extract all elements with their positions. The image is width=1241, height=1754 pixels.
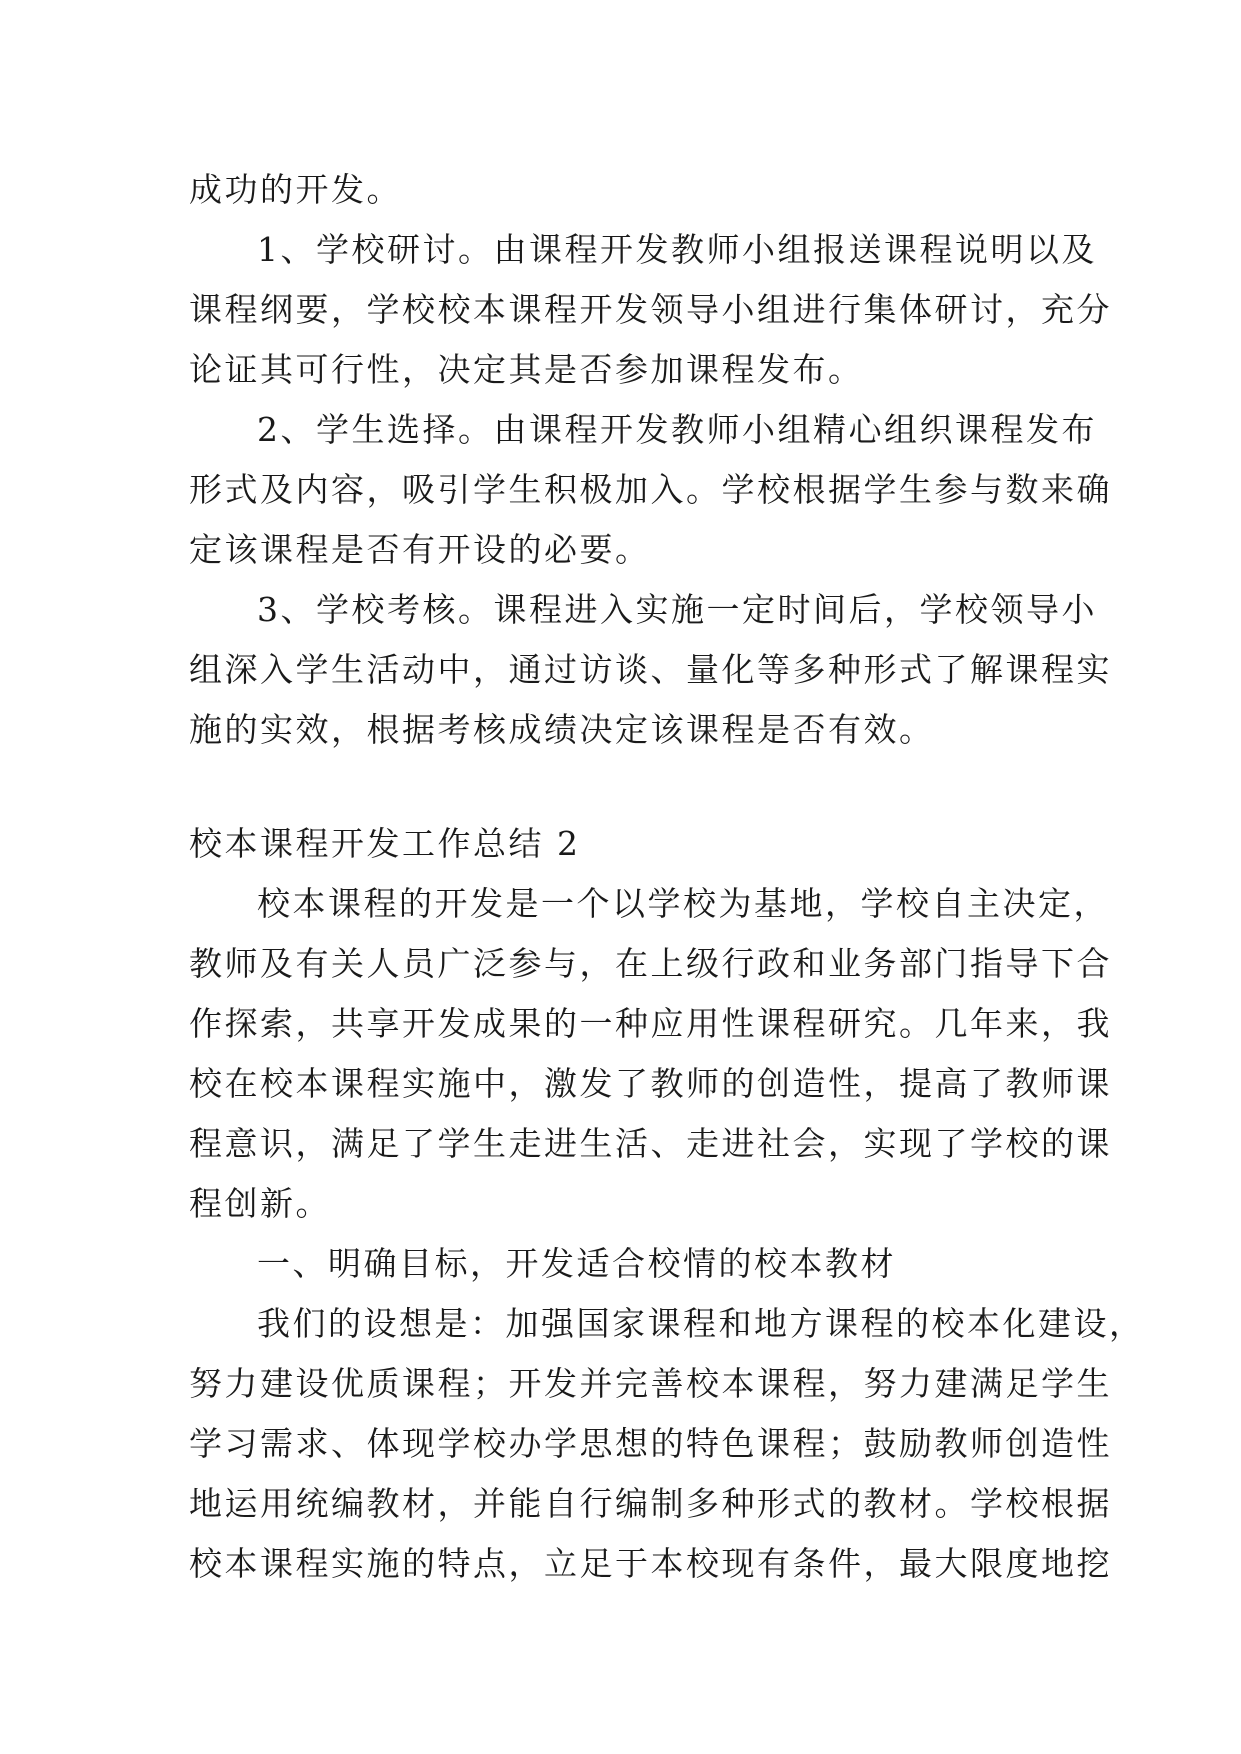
- paragraphs-after-heading: [189, 874, 1145, 1594]
- text-line: 2、学生选择。由课程开发教师小组精心组织课程发布: [257, 410, 1097, 449]
- text-line: 我们的设想是：加强国家课程和地方课程的校本化建设，: [257, 1304, 1145, 1343]
- text-line: 形式及内容，吸引学生积极加入。学校根据学生参与数来确: [189, 470, 1112, 509]
- text-line: 一、明确目标，开发适合校情的校本教材: [257, 1244, 896, 1283]
- text-line: 课程纲要，学校校本课程开发领导小组进行集体研讨，充分: [189, 290, 1112, 329]
- text-line: 程意识，满足了学生走进生活、走进社会，实现了学校的课: [189, 1124, 1112, 1163]
- text-line: 学习需求、体现学校办学思想的特色课程；鼓励教师创造性: [189, 1424, 1112, 1463]
- text-line: 施的实效，根据考核成绩决定该课程是否有效。: [189, 710, 935, 749]
- section-gap: [189, 760, 1059, 814]
- text-line: 组深入学生活动中，通过访谈、量化等多种形式了解课程实: [189, 650, 1112, 689]
- text-line: 作探索，共享开发成果的一种应用性课程研究。几年来，我: [189, 1004, 1112, 1043]
- paragraphs-before-heading: [189, 160, 1112, 760]
- text-line: 3、学校考核。课程进入实施一定时间后，学校领导小: [257, 590, 1097, 629]
- section-heading: 校本课程开发工作总结 2: [189, 824, 581, 863]
- text-line: 成功的开发。: [189, 170, 402, 209]
- text-line: 地运用统编教材，并能自行编制多种形式的教材。学校根据: [189, 1484, 1112, 1523]
- text-line: 校本课程实施的特点，立足于本校现有条件，最大限度地挖: [189, 1544, 1112, 1583]
- text-line: 定该课程是否有开设的必要。: [189, 530, 651, 569]
- text-line: 程创新。: [189, 1184, 331, 1223]
- text-line: 教师及有关人员广泛参与，在上级行政和业务部门指导下合: [189, 944, 1112, 983]
- text-line: 校本课程的开发是一个以学校为基地，学校自主决定，: [257, 884, 1109, 923]
- text-line: 校在校本课程实施中，激发了教师的创造性，提高了教师课: [189, 1064, 1112, 1103]
- document-body: [189, 160, 1145, 1594]
- text-line: 努力建设优质课程；开发并完善校本课程，努力建满足学生: [189, 1364, 1112, 1403]
- text-line: 论证其可行性，决定其是否参加课程发布。: [189, 350, 864, 389]
- text-line: 1、学校研讨。由课程开发教师小组报送课程说明以及: [257, 230, 1097, 269]
